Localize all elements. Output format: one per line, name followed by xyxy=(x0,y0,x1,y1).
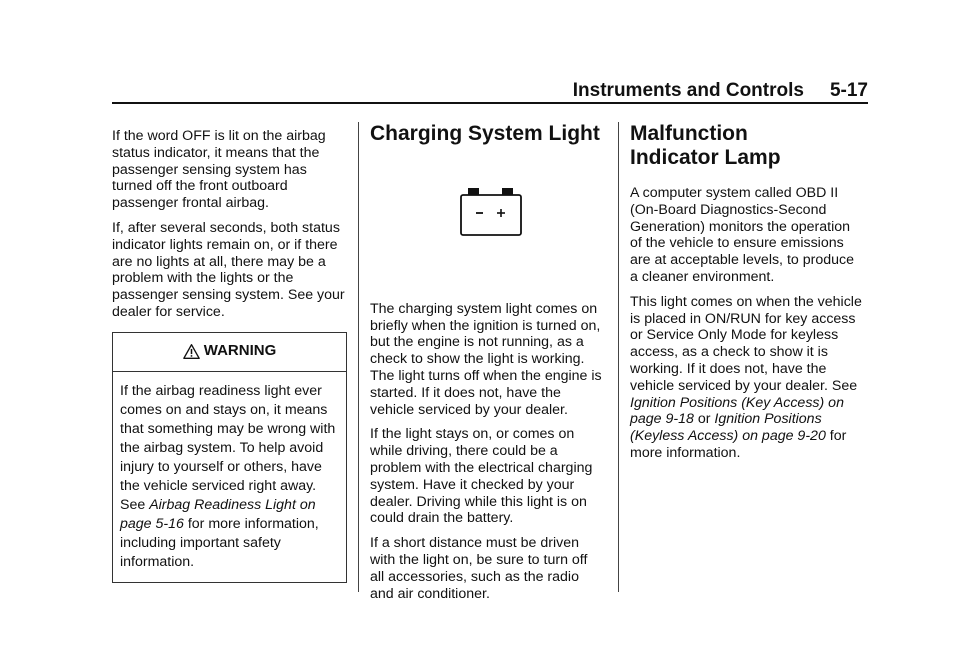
column-middle xyxy=(370,122,605,610)
cross-reference-link[interactable]: Airbag Readiness Light on page 5-16 xyxy=(120,496,316,532)
paragraph: If a short distance must be driven with the light on, be sure to turn off all accessories, such as the radio and air conditioner. xyxy=(370,535,588,602)
battery-icon xyxy=(459,186,605,243)
column-left xyxy=(112,128,347,583)
cross-reference-link[interactable]: Ignition Positions (Keyless Access) on page 9-20 xyxy=(630,411,826,445)
paragraph: This light comes on when the vehicle is placed in ON/RUN for key access or Service Only Mode for keyless access, as a check to show it is working. If it does not, have the vehicle serviced by your dealer. See Ignition Positions (Key Access) on page 9-18 or Ignition Positions (Keyless Access) on page 9-20 for more information. xyxy=(630,293,862,461)
section-heading: Malfunction Indicator Lamp xyxy=(630,122,781,169)
paragraph: If the word OFF is lit on the airbag status indicator, it means that the passenger sensing system has turned off the front outboard passenger frontal airbag. xyxy=(112,128,326,212)
header-rule xyxy=(112,102,868,104)
page-header xyxy=(112,80,868,102)
warning-triangle-icon xyxy=(183,343,200,360)
warning-header xyxy=(113,333,346,372)
column-divider-right xyxy=(618,122,619,592)
paragraph: A computer system called OBD II (On-Board Diagnostics-Second Generation) monitors the operation of the vehicle to ensure emissions are at acceptable levels, to produce a cleaner environment. xyxy=(630,185,854,285)
warning-box xyxy=(112,332,347,583)
cross-reference-link[interactable]: Ignition Positions (Key Access) on page 9-18 xyxy=(630,394,844,428)
warning-text: If the airbag readiness light ever comes on and stays on, it means that something may be wrong with the airbag system. To help avoid injury to yourself or others, have the vehicle serviced right away. See Airbag Readiness Light on page 5-16 for more information, including important safety information. xyxy=(120,382,336,570)
column-divider-left xyxy=(358,122,359,592)
section-heading: Charging System Light xyxy=(370,122,600,145)
column-right xyxy=(630,122,865,470)
section-title: Instruments and Controls xyxy=(572,80,804,101)
paragraph: If, after several seconds, both status indicator lights remain on, or if there are no lights at all, there may be a problem with the lights or the passenger sensing system. See your dealer for service. xyxy=(112,219,345,320)
paragraph: The charging system light comes on briefly when the ignition is turned on, but the engine is not running, as a check to show the light is working. The light turns off when the engine is started. If it does not, have the vehicle serviced by your dealer. xyxy=(370,300,602,418)
page-number: 5-17 xyxy=(829,80,868,101)
paragraph: If the light stays on, or comes on while driving, there could be a problem with the electrical charging system. Have it checked by your dealer. Driving while this light is on could drain the battery. xyxy=(370,426,593,527)
warning-title: WARNING xyxy=(203,342,277,360)
